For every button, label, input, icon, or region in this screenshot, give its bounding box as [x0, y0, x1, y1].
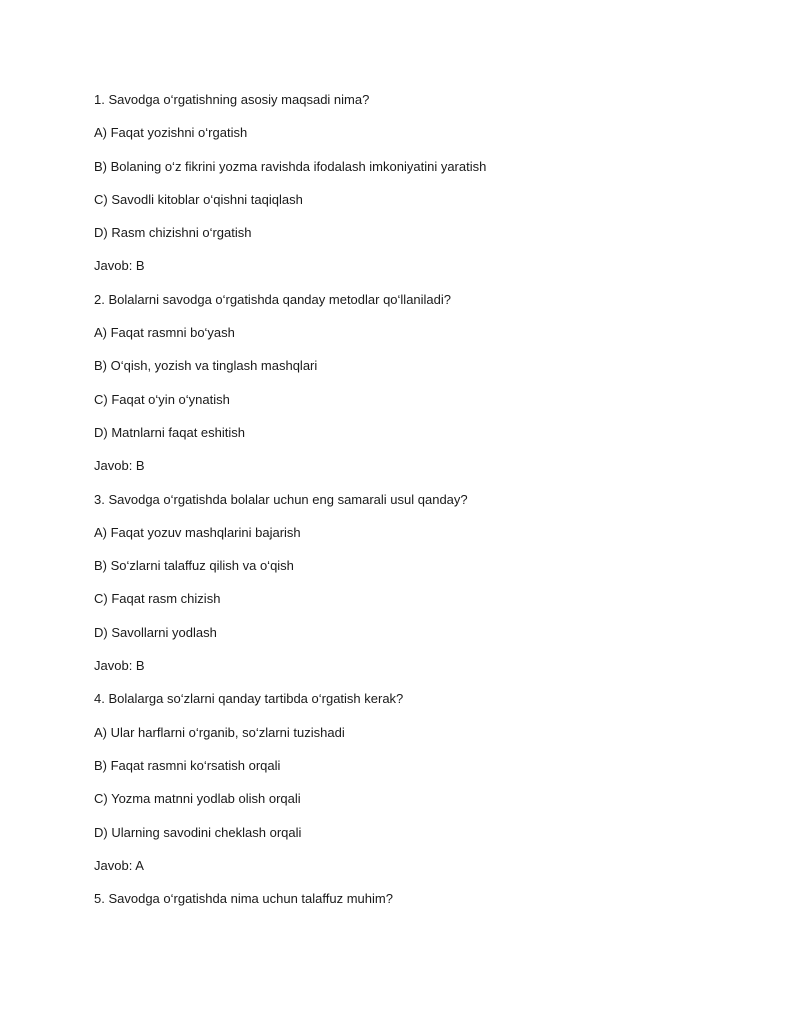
question-2-option-a: A) Faqat rasmni bo‘yash: [94, 325, 235, 341]
question-4-answer: Javob: A: [94, 857, 144, 873]
question-3-option-c: C) Faqat rasm chizish: [94, 591, 221, 607]
question-3-option-d: D) Savollarni yodlash: [94, 624, 217, 640]
question-2-answer: Javob: B: [94, 458, 145, 474]
question-3: 3. Savodga o‘rgatishda bolalar uchun eng samarali usul qanday?: [94, 491, 468, 507]
question-1-option-d: D) Rasm chizishni o‘rgatish: [94, 225, 252, 241]
question-1: 1. Savodga o‘rgatishning asosiy maqsadi nima?: [94, 92, 370, 107]
question-1-answer: Javob: B: [94, 258, 145, 274]
quiz-content: [94, 90, 734, 922]
question-1-option-c: C) Savodli kitoblar o‘qishni taqiqlash: [94, 191, 303, 207]
question-4-option-a: A) Ular harflarni o‘rganib, so‘zlarni tuzishadi: [94, 724, 345, 740]
question-3-option-b: B) So‘zlarni talaffuz qilish va o‘qish: [94, 558, 294, 574]
question-1-option-a: A) Faqat yozishni o‘rgatish: [94, 125, 248, 141]
question-4: 4. Bolalarga so‘zlarni qanday tartibda o‘rgatish kerak?: [94, 691, 404, 707]
question-4-option-b: B) Faqat rasmni ko‘rsatish orqali: [94, 757, 281, 773]
question-4-option-c: C) Yozma matnni yodlab olish orqali: [94, 791, 301, 807]
question-3-option-a: A) Faqat yozuv mashqlarini bajarish: [94, 524, 301, 540]
question-2: 2. Bolalarni savodga o‘rgatishda qanday metodlar qo‘llaniladi?: [94, 291, 452, 307]
question-4-option-d: D) Ularning savodini cheklash orqali: [94, 824, 302, 840]
question-2-option-c: C) Faqat o‘yin o‘ynatish: [94, 391, 230, 407]
question-2-option-b: B) O‘qish, yozish va tinglash mashqlari: [94, 358, 318, 374]
question-5: 5. Savodga o‘rgatishda nima uchun talaffuz muhim?: [94, 891, 393, 907]
question-2-option-d: D) Matnlarni faqat eshitish: [94, 424, 246, 440]
question-3-answer: Javob: B: [94, 658, 145, 674]
question-1-option-b: B) Bolaning o‘z fikrini yozma ravishda ifodalash imkoniyatini yaratish: [94, 158, 487, 174]
